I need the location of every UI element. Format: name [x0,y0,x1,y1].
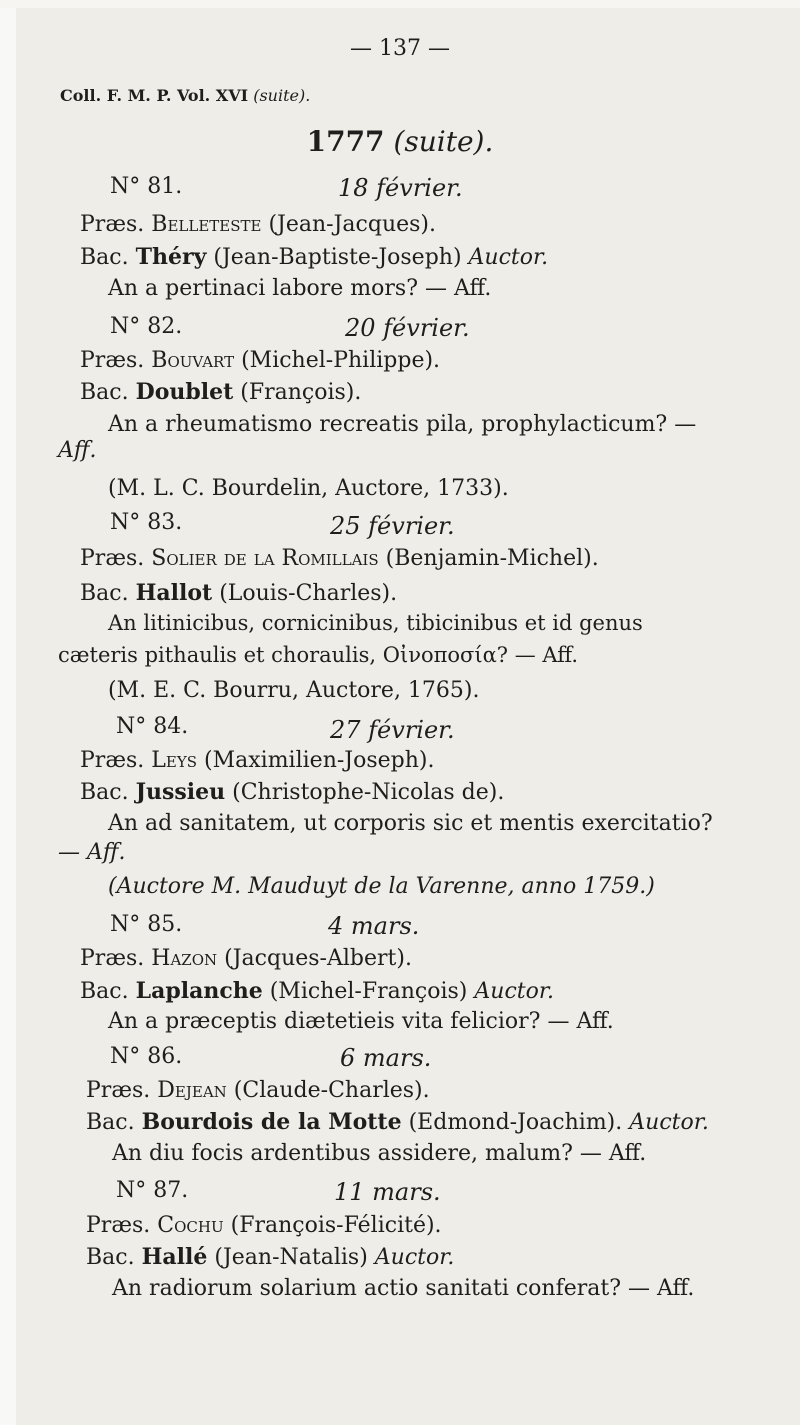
year-note: (suite). [393,125,494,158]
praeses-rest: (Claude-Charles). [233,1078,430,1103]
bachelor-label: Bac. [80,979,129,1004]
bachelor-name: Théry [135,244,207,270]
question-line: An litinicibus, cornicinibus, tibicinibus et id genus [108,611,643,635]
bachelor-rest: (Jean-Natalis) [214,1245,368,1270]
collection-header [60,88,310,104]
entry-86 [110,1046,182,1068]
page-number: — 137 — [350,36,450,61]
bachelor-label: Bac. [86,1245,135,1270]
praeses-label: Præs. [80,546,145,571]
bachelor-name: Hallé [141,1244,208,1270]
entry-date: 11 mars. [334,1178,441,1206]
entry-date: 27 février. [330,716,455,744]
praeses-label: Præs. [80,946,145,971]
entry-87 [116,1180,188,1202]
bachelor-name: Laplanche [135,978,263,1004]
page-top-edge [0,0,800,8]
praeses-label: Præs. [86,1078,151,1103]
bachelor-label: Bac. [80,780,129,805]
praeses-name: Hazon [151,946,218,971]
bachelor-rest: (Christophe-Nicolas de). [232,780,505,805]
entry-number: N° 86. [110,1044,183,1069]
entry-date: 4 mars. [328,912,420,940]
bachelor-label: Bac. [80,380,129,405]
praeses-rest: (Jacques-Albert). [224,946,412,971]
praeses-label: Præs. [86,1213,151,1238]
praeses-line [80,214,436,236]
praeses-rest: (Michel-Philippe). [241,348,441,373]
entry-84 [116,716,188,738]
bachelor-name: Bourdois de la Motte [141,1109,402,1135]
bachelor-line [80,980,554,1003]
bachelor-label: Bac. [86,1110,135,1135]
praeses-line [86,1080,430,1102]
entry-81 [110,176,182,198]
praeses-name: Dejean [157,1078,227,1103]
praeses-name: Cochu [157,1213,224,1238]
bachelor-line [80,381,361,404]
question-line: An ad sanitatem, ut corporis sic et mentis exercitatio? [108,811,713,836]
entry-number: N° 84. [116,714,189,739]
praeses-line [86,1215,442,1237]
bachelor-line [86,1111,709,1134]
entry-83 [110,512,182,534]
entry-date: 20 février. [345,314,470,342]
praeses-label: Præs. [80,212,145,237]
praeses-rest: (François-Félicité). [230,1213,442,1238]
bachelor-auctor: Auctor. [374,1245,455,1270]
bachelor-rest: (François). [240,380,362,405]
question-line: An radiorum solarium actio sanitati conferat? — Aff. [112,1276,695,1301]
bachelor-name: Hallot [135,580,213,606]
praeses-rest: (Maximilien-Joseph). [204,748,435,773]
question-line: Aff. [58,438,97,463]
entry-number: N° 87. [116,1178,189,1203]
collection-note: (suite). [253,86,311,105]
question-line: An a pertinaci labore mors? — Aff. [108,276,492,301]
collection-title: Coll. F. M. P. Vol. XVI [60,86,249,105]
bachelor-line [80,246,548,269]
bachelor-auctor: Auctor. [468,245,549,270]
question-line: An a rheumatismo recreatis pila, prophylacticum? — [108,412,697,437]
praeses-name: Leys [151,748,198,773]
bachelor-line [80,582,397,605]
attribution-note: (M. E. C. Bourru, Auctore, 1765). [108,678,480,703]
bachelor-label: Bac. [80,245,129,270]
question-line: — Aff. [58,840,126,865]
year-value: 1777 [306,125,385,158]
bachelor-name: Doublet [135,379,234,405]
entry-number: N° 85. [110,912,183,937]
question-line: An diu focis ardentibus assidere, malum? — Aff. [112,1141,647,1166]
year-heading [0,125,800,158]
praeses-name: Belleteste [151,212,262,237]
question-line: cæteris pithaulis et choraulis, Οἰνοποσία? — Aff. [58,643,579,667]
entry-82 [110,316,182,338]
entry-85 [110,914,182,936]
entry-date: 6 mars. [340,1044,432,1072]
praeses-name: Solier de la Romillais [151,546,379,571]
praeses-line [80,948,412,970]
entry-date: 18 février. [338,174,463,202]
bachelor-auctor: Auctor. [629,1110,709,1135]
praeses-name: Bouvart [151,348,235,373]
entry-number: N° 82. [110,314,183,339]
bachelor-rest: (Michel-François) [269,979,468,1004]
praeses-rest: (Benjamin-Michel). [385,546,599,571]
praeses-label: Præs. [80,748,145,773]
entry-date: 25 février. [330,512,455,540]
question-line: An a præceptis diætetieis vita felicior? — Aff. [108,1009,614,1034]
bachelor-rest: (Jean-Baptiste-Joseph) [213,245,462,270]
attribution-note: (Auctore M. Mauduyt de la Varenne, anno 1759.) [108,874,655,899]
praeses-line [80,548,599,570]
praeses-rest: (Jean-Jacques). [268,212,437,237]
bachelor-rest: (Louis-Charles). [219,581,398,606]
bachelor-auctor: Auctor. [474,979,554,1004]
entry-number: N° 81. [110,174,183,199]
bachelor-name: Jussieu [135,779,226,805]
entry-number: N° 83. [110,510,183,535]
bachelor-line [80,781,504,804]
bachelor-rest: (Edmond-Joachim). [408,1110,623,1135]
attribution-note: (M. L. C. Bourdelin, Auctore, 1733). [108,476,509,501]
bachelor-label: Bac. [80,581,129,606]
page-binding-edge [0,0,16,1425]
praeses-line [80,750,435,772]
praeses-line [80,350,440,372]
bachelor-line [86,1246,454,1269]
praeses-label: Præs. [80,348,145,373]
